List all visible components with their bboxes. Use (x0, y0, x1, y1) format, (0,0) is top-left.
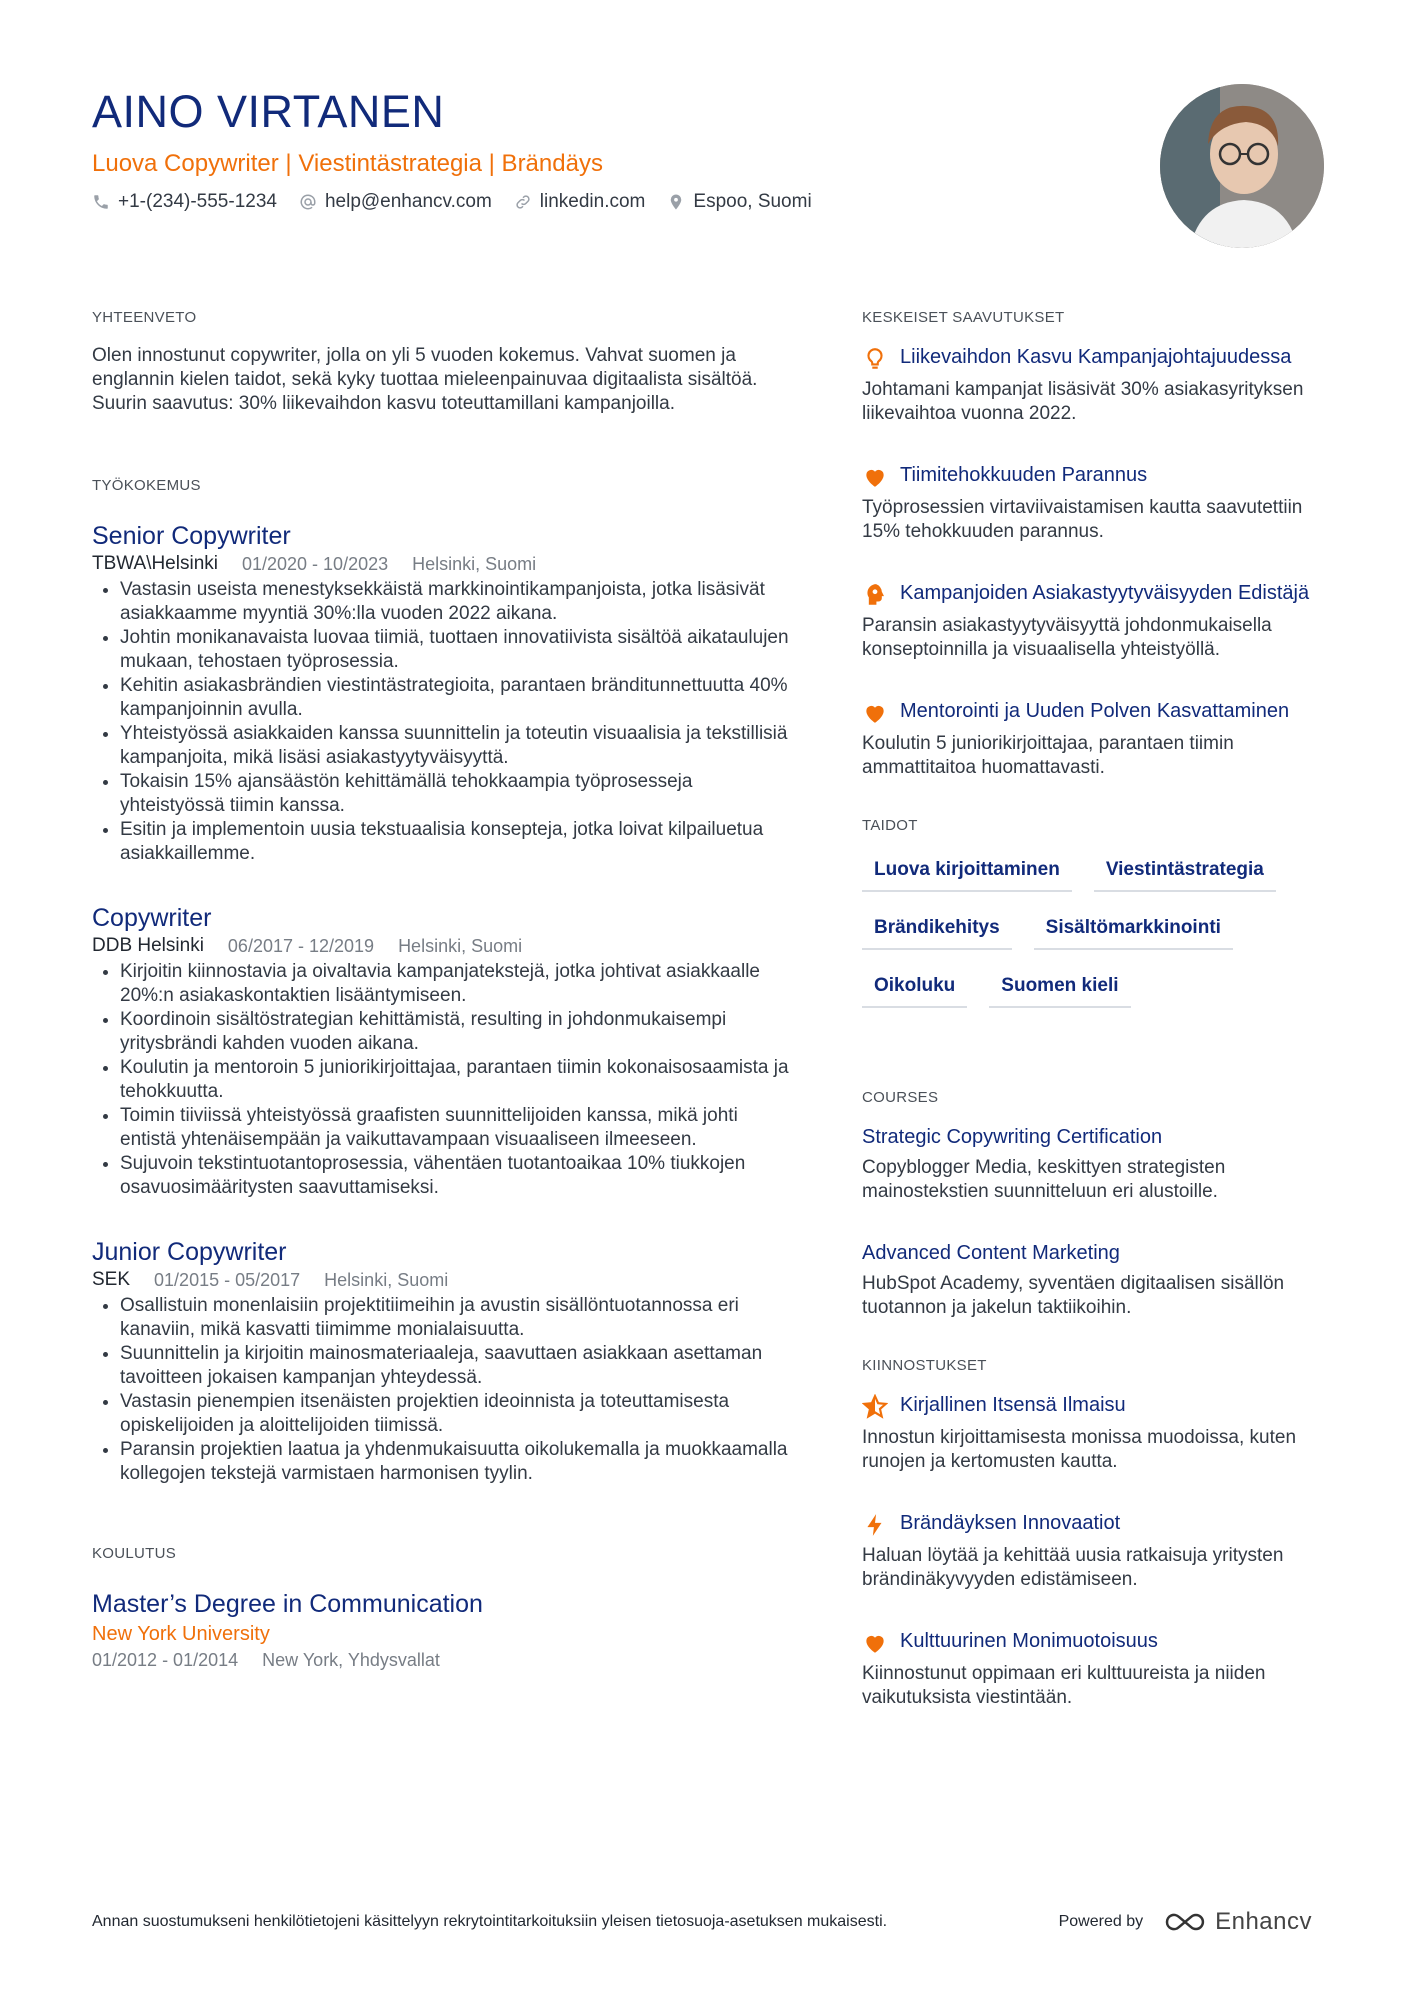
job-entry (92, 1236, 792, 1486)
bolt-icon (862, 1512, 888, 1538)
skill-tag: Suomen kieli (989, 968, 1130, 1008)
skills-list (862, 852, 1332, 1008)
job-bullet: • Suunnittelin ja kirjoitin mainosmateriaaleja, saavuttaen asiakkaan asettaman tavoitteen jokaisen kampanjan yhteydessä. (120, 1342, 792, 1390)
job-bullet: • Paransin projektien laatua ja yhdenmukaisuutta oikolukemalla ja muokkaamalla kollegojen tekstejä varmistaen harmonisen tyylin. (120, 1438, 792, 1486)
job-dates: 06/2017 - 12/2019 (227, 936, 375, 956)
phone-icon (92, 193, 110, 211)
job-company: DDB Helsinki (92, 935, 204, 956)
job-location: Helsinki, Suomi (398, 936, 523, 956)
job-bullets (92, 960, 792, 1200)
job-bullet: • Kehitin asiakasbrändien viestintästrategioita, parantaen bränditunnettuutta 40% kampanjoinnin avulla. (120, 674, 792, 722)
interest-head (862, 1510, 1332, 1538)
powered-by-label: Powered by (1058, 1913, 1144, 1930)
job-title: Junior Copywriter (92, 1238, 287, 1266)
interest-title: Kulttuurinen Monimuotoisuus (900, 1630, 1158, 1652)
job-dates: 01/2020 - 10/2023 (241, 554, 389, 574)
job-title: Senior Copywriter (92, 522, 291, 550)
job-bullets (92, 1294, 792, 1486)
profile-photo (1160, 84, 1324, 248)
job-bullet: • Yhteistyössä asiakkaiden kanssa suunnittelin ja toteutin visuaalisia ja tekstillisiä kampanjoita, mikä lisäsi asiakastyytyväisyyttä. (120, 722, 792, 770)
education-degree: Master’s Degree in Communication (92, 1590, 483, 1618)
head-icon (862, 582, 888, 608)
enhancv-logo[interactable] (1163, 1908, 1312, 1936)
achievement-head (862, 580, 1332, 608)
email-text[interactable]: help@enhancv.com (324, 191, 492, 212)
job-bullet: • Osallistuin monenlaisiin projektitiimeihin ja avustin sisällöntuotannossa eri kanaviin, mikä kasvatti tiimimme monialaisuutta. (120, 1294, 792, 1342)
interests-title: KIINNOSTUKSET (862, 1357, 987, 1374)
achievements-title: KESKEISET SAAVUTUKSET (862, 309, 1065, 326)
achievement-desc: Johtamani kampanjat lisäsivät 30% asiakasyrityksen liikevaihtoa vuonna 2022. (862, 379, 1304, 424)
summary-text: Olen innostunut copywriter, jolla on yli 5 vuoden kokemus. Vahvat suomen ja englannin kielen taidot, sekä kyky tuottaa mieleenpainuvaa digitaalista sisältöä. Suurin saavutus: 30% liikevaihdon kasvu toteuttamillani kampanjoilla. (92, 345, 758, 414)
consent-text: Annan suostumukseni henkilötietojeni käsittelyyn rekrytointitarkoituksiin yleisen tietosuoja-asetuksen mukaisesti. (92, 1913, 888, 1930)
education-school: New York University (92, 1623, 270, 1645)
achievement-head (862, 698, 1332, 726)
job-dates: 01/2015 - 05/2017 (154, 1270, 301, 1290)
job-entry (92, 902, 792, 1200)
achievement-head (862, 462, 1332, 490)
job-bullet: • Johtin monikanavaista luovaa tiimiä, tuottaen innovatiivista sisältöä aikataulujen mukaan, tehostaen työprosessia. (120, 626, 792, 674)
achievement-desc: Koulutin 5 juniorikirjoittajaa, parantaen tiimin ammattitaitoa huomattavasti. (862, 733, 1234, 778)
job-bullet: • Esitin ja implementoin uusia tekstuaalisia konsepteja, jotka loivat kilpailuetua asiakkaillemme. (120, 818, 792, 866)
interest-desc: Haluan löytää ja kehittää uusia ratkaisuja yritysten brändinäkyvyyden edistämiseen. (862, 1545, 1284, 1590)
interest-head (862, 1628, 1332, 1656)
skill-tag: Brändikehitys (862, 910, 1012, 950)
candidate-name: AINO VIRTANEN (92, 86, 445, 137)
course-item (862, 1240, 1332, 1320)
link-icon (514, 193, 532, 211)
location-pin-icon (667, 193, 685, 211)
skills-section (862, 816, 1332, 1008)
right-column (862, 308, 1332, 1746)
interest-desc: Kiinnostunut oppimaan eri kulttuureista ja niiden vaikutuksista viestintään. (862, 1663, 1266, 1708)
course-desc: HubSpot Academy, syventäen digitaalisen sisällön tuotannon ja jakelun taktiikoihin. (862, 1273, 1285, 1318)
contact-email[interactable] (299, 188, 492, 216)
heart-icon (862, 1630, 888, 1656)
job-bullet: • Koulutin ja mentoroin 5 juniorikirjoittajaa, parantaen tiimin kokonaisosaamista ja tehokkuutta. (120, 1056, 792, 1104)
achievement-title: Mentorointi ja Uuden Polven Kasvattaminen (900, 700, 1290, 722)
education-dates: 01/2012 - 01/2014 (92, 1650, 239, 1670)
header (92, 84, 1092, 216)
experience-title: TYÖKOKEMUS (92, 477, 201, 494)
achievement-desc: Paransin asiakastyytyväisyyttä johdonmukaisella konseptoinnilla ja visuaalisella yhteistyöllä. (862, 615, 1272, 660)
course-desc: Copyblogger Media, keskittyen strategisten mainostekstien suunnitteluun eri alustoille. (862, 1157, 1226, 1202)
job-bullet: • Toimin tiiviissä yhteistyössä graafisten suunnittelijoiden kanssa, mikä johti entistä yhtenäisempään ja vaikuttavampaan visuaaliseen ilmeeseen. (120, 1104, 792, 1152)
courses-title: COURSES (862, 1089, 939, 1106)
summary-title: YHTEENVETO (92, 309, 197, 326)
brand-name: Enhancv (1215, 1908, 1312, 1935)
footer (92, 1908, 1312, 1936)
job-bullet: • Vastasin pienempien itsenäisten projektien ideoinnista ja toteuttamisesta opiskelijoiden ja aloittelijoiden tiimissä. (120, 1390, 792, 1438)
summary-section (92, 308, 792, 416)
powered-by (1059, 1908, 1312, 1936)
phone-text: +1-(234)-555-1234 (118, 191, 277, 212)
job-bullet: • Koordinoin sisältöstrategian kehittämistä, resulting in johdonmukaisempi yritysbrändi kahden vuoden aikana. (120, 1008, 792, 1056)
location-text: Espoo, Suomi (693, 191, 812, 212)
skill-tag: Sisältömarkkinointi (1034, 910, 1233, 950)
skills-title: TAIDOT (862, 817, 918, 834)
job-company: TBWA\Helsinki (92, 553, 218, 574)
experience-section (92, 476, 792, 1486)
candidate-subtitle: Luova Copywriter | Viestintästrategia | Brändäys (92, 150, 603, 177)
interest-item (862, 1510, 1332, 1592)
achievement-item (862, 344, 1332, 426)
job-meta (92, 1268, 792, 1292)
achievement-item (862, 462, 1332, 544)
left-column (92, 308, 792, 1672)
linkedin-text[interactable]: linkedin.com (539, 191, 646, 212)
achievement-title: Tiimitehokkuuden Parannus (900, 464, 1148, 486)
education-title: KOULUTUS (92, 1545, 177, 1562)
job-bullets (92, 578, 792, 866)
skill-tag: Oikoluku (862, 968, 967, 1008)
contact-linkedin[interactable] (514, 188, 646, 216)
course-title: Strategic Copywriting Certification (862, 1126, 1163, 1148)
contact-phone (92, 188, 277, 216)
achievements-section (862, 308, 1332, 780)
achievement-desc: Työprosessien virtaviivaistamisen kautta saavutettiin 15% tehokkuuden parannus. (862, 497, 1303, 542)
interests-section (862, 1356, 1332, 1710)
job-meta (92, 934, 792, 958)
heart-icon (862, 700, 888, 726)
job-bullet: • Vastasin useista menestyksekkäistä markkinointikampanjoista, jotka lisäsivät asiakkaamme myyntiä 30%:lla vuoden 2022 aikana. (120, 578, 792, 626)
achievement-title: Kampanjoiden Asiakastyytyväisyyden Edistäjä (900, 582, 1310, 604)
job-bullet: • Sujuvoin tekstintuotantoprosessia, vähentäen tuotantoaikaa 10% tiukkojen osavuosimääritysten saavuttamiseksi. (120, 1152, 792, 1200)
job-location: Helsinki, Suomi (324, 1270, 449, 1290)
job-bullet: • Tokaisin 15% ajansäästön kehittämällä tehokkaampia työprosesseja yhteistyössä tiimin kanssa. (120, 770, 792, 818)
course-title: Advanced Content Marketing (862, 1242, 1120, 1264)
heart-icon (862, 464, 888, 490)
education-meta (92, 1648, 792, 1672)
interest-title: Kirjallinen Itsensä Ilmaisu (900, 1394, 1126, 1416)
contact-row (92, 188, 1092, 216)
job-title: Copywriter (92, 904, 212, 932)
job-bullet: • Kirjoitin kiinnostavia ja oivaltavia kampanjatekstejä, jotka johtivat asiakkaalle 20%:n asiakaskontaktien lisääntymiseen. (120, 960, 792, 1008)
lightbulb-icon (862, 346, 888, 372)
education-section (92, 1544, 792, 1672)
job-entry (92, 520, 792, 866)
interest-desc: Innostun kirjoittamisesta monissa muodoissa, kuten runojen ja kertomusten kautta. (862, 1427, 1297, 1472)
enhancv-logo-icon (1163, 1910, 1207, 1934)
interest-title: Brändäyksen Innovaatiot (900, 1512, 1121, 1534)
job-location: Helsinki, Suomi (412, 554, 537, 574)
achievement-title: Liikevaihdon Kasvu Kampanjajohtajuudessa (900, 346, 1292, 368)
star-icon (862, 1394, 888, 1420)
education-location: New York, Yhdysvallat (262, 1650, 440, 1670)
achievement-item (862, 698, 1332, 780)
skill-tag: Luova kirjoittaminen (862, 852, 1072, 892)
job-company: SEK (92, 1269, 131, 1290)
at-icon (299, 193, 317, 211)
interest-head (862, 1392, 1332, 1420)
contact-location (667, 188, 811, 216)
portrait-image (1160, 84, 1324, 248)
job-meta (92, 552, 792, 576)
courses-section (862, 1088, 1332, 1320)
achievement-head (862, 344, 1332, 372)
skill-tag: Viestintästrategia (1094, 852, 1276, 892)
interest-item (862, 1628, 1332, 1710)
course-item (862, 1124, 1332, 1204)
achievement-item (862, 580, 1332, 662)
interest-item (862, 1392, 1332, 1474)
